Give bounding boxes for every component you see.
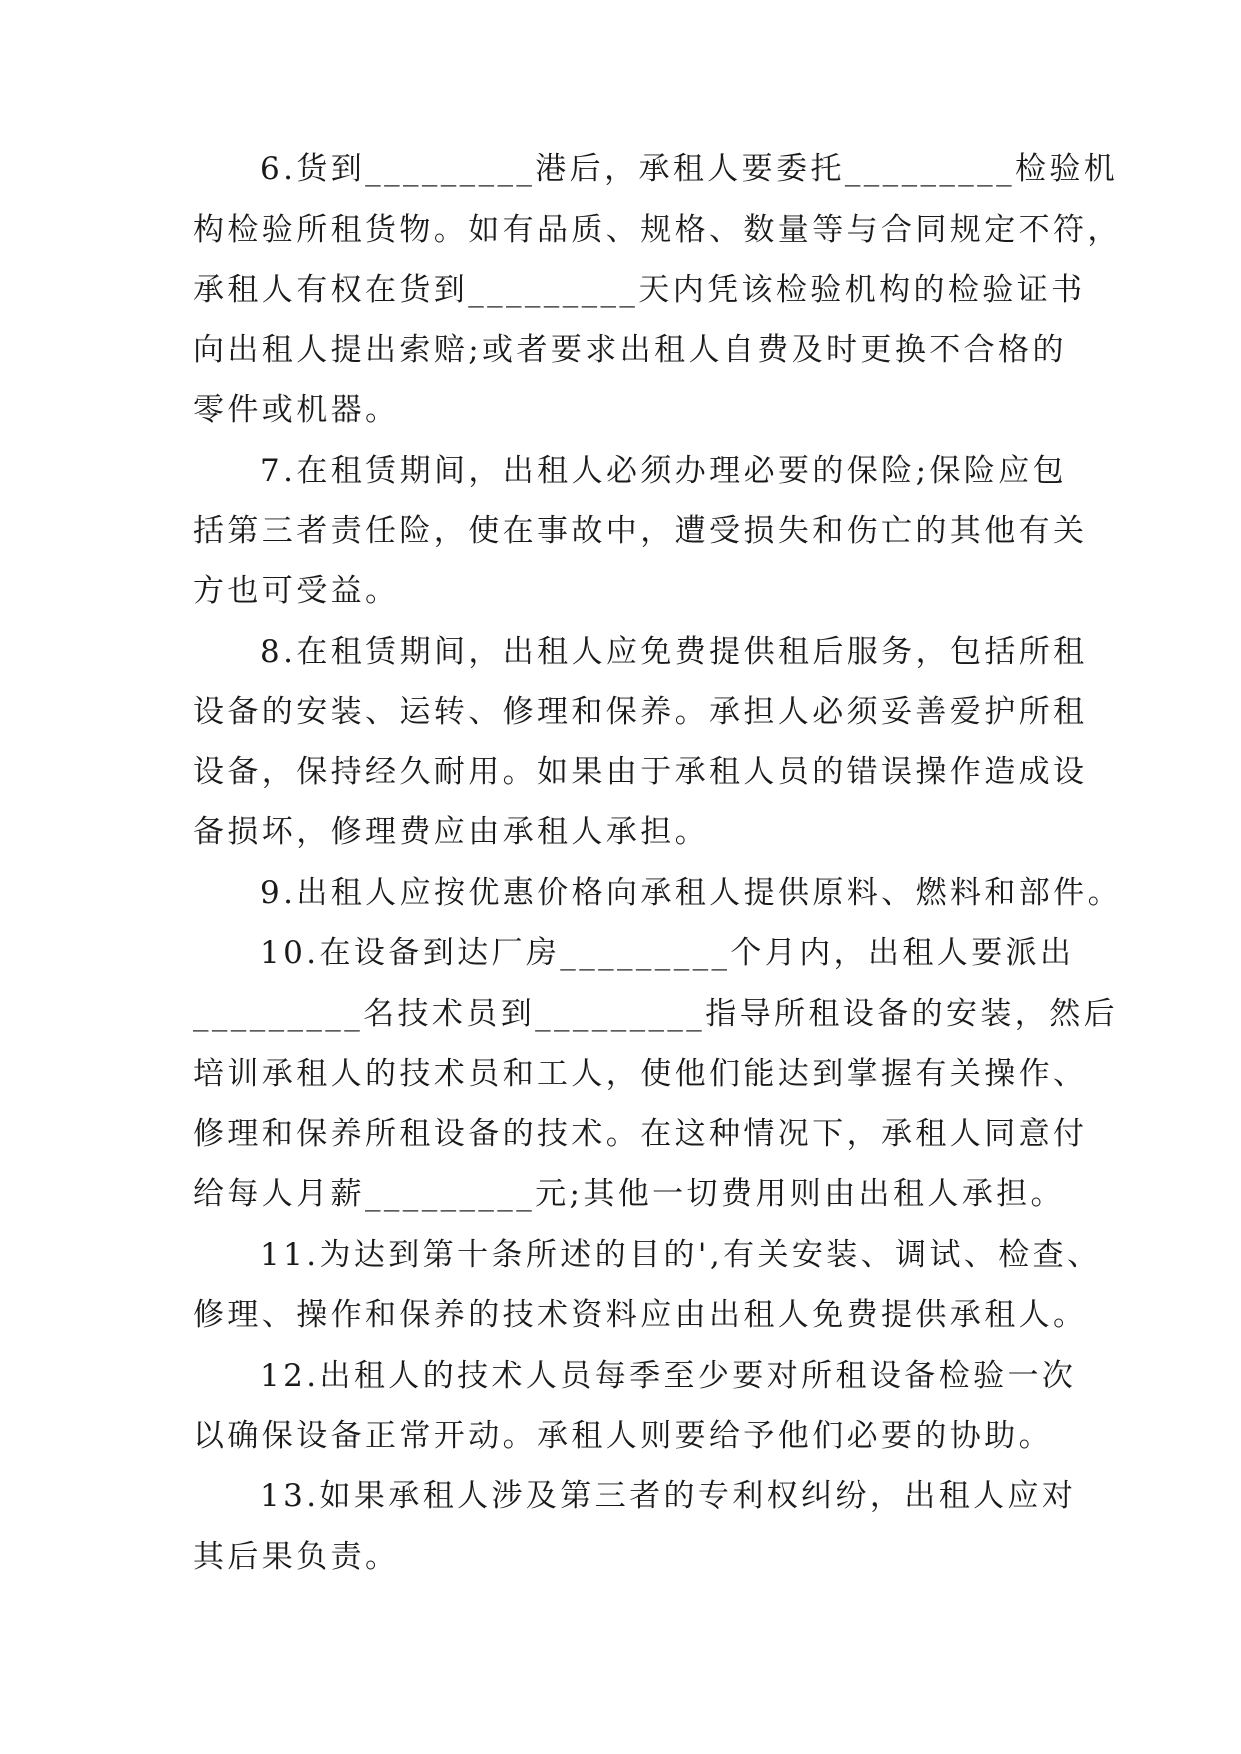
text-line: 括第三者责任险，使在事故中，遭受损失和伤亡的其他有关 xyxy=(193,513,1088,549)
text-line: 以确保设备正常开动。承租人则要给予他们必要的协助。 xyxy=(193,1418,1053,1454)
text-line: 8.在租赁期间，出租人应免费提供租后服务，包括所租 xyxy=(260,634,1088,670)
text-line: 构检验所租货物。如有品质、规格、数量等与合同规定不符， xyxy=(193,212,1122,248)
text-line: 设备的安装、运转、修理和保养。承担人必须妥善爱护所租 xyxy=(193,694,1088,730)
text-line: 培训承租人的技术员和工人，使他们能达到掌握有关操作、 xyxy=(193,1056,1088,1092)
text-line: 设备，保持经久耐用。如果由于承租人员的错误操作造成设 xyxy=(193,754,1088,790)
text-line: 12.出租人的技术人员每季至少要对所租设备检验一次 xyxy=(260,1358,1077,1394)
text-line: 6.货到_________港后，承租人要委托_________检验机 xyxy=(260,151,1119,187)
text-line: _________名技术员到_________指导所租设备的安装，然后 xyxy=(193,996,1118,1032)
text-line: 备损坏，修理费应由承租人承担。 xyxy=(193,814,709,850)
text-line: 其后果负责。 xyxy=(193,1539,400,1575)
text-line: 给每人月薪_________元;其他一切费用则由出租人承担。 xyxy=(193,1176,1065,1212)
text-line: 9.出租人应按优惠价格向承租人提供原料、燃料和部件。 xyxy=(260,875,1122,911)
text-line: 承租人有权在货到_________天内凭该检验机构的检验证书 xyxy=(193,272,1086,308)
text-line: 13.如果承租人涉及第三者的专利权纠纷，出租人应对 xyxy=(260,1478,1077,1514)
text-line: 向出租人提出索赔;或者要求出租人自费及时更换不合格的 xyxy=(193,332,1067,368)
text-line: 零件或机器。 xyxy=(193,392,400,428)
text-line: 7.在租赁期间，出租人必须办理必要的保险;保险应包 xyxy=(260,453,1068,489)
text-line: 修理和保养所租设备的技术。在这种情况下，承租人同意付 xyxy=(193,1116,1088,1152)
text-line: 11.为达到第十条所述的目的',有关安装、调试、检查、 xyxy=(260,1237,1102,1273)
text-line: 10.在设备到达厂房_________个月内，出租人要派出 xyxy=(260,935,1075,971)
text-line: 修理、操作和保养的技术资料应由出租人免费提供承租人。 xyxy=(193,1297,1088,1333)
text-line: 方也可受益。 xyxy=(193,573,400,609)
